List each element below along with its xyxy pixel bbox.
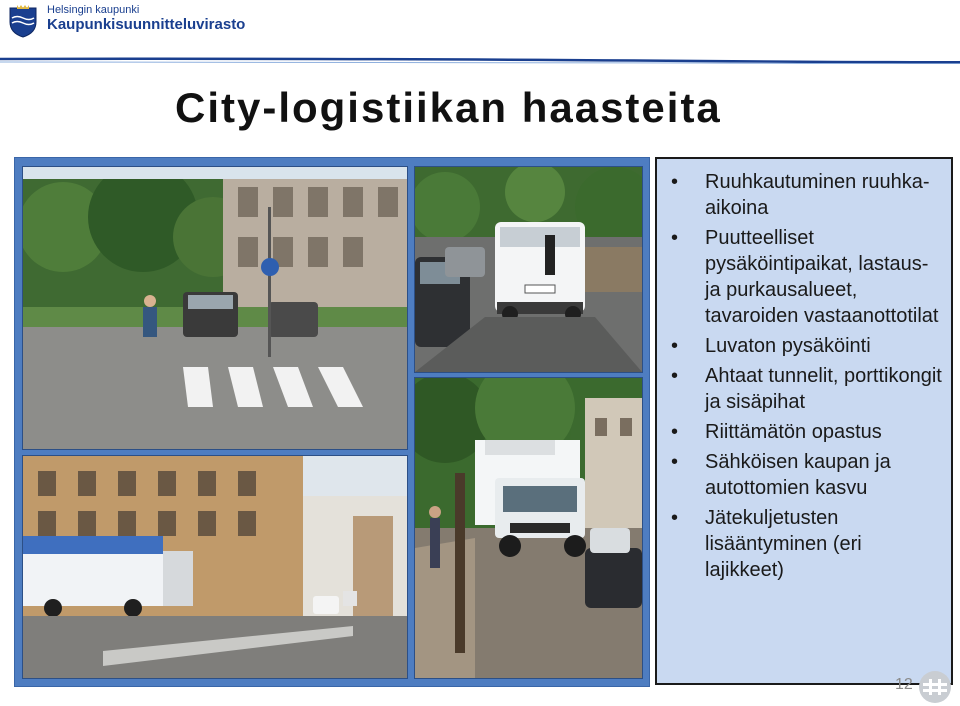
list-item	[667, 333, 945, 359]
page-number: 12	[895, 676, 913, 693]
truck-on-sidewalk-photo	[414, 377, 643, 679]
org-name-large: Kaupunkisuunnitteluvirasto	[47, 16, 246, 33]
list-item	[667, 505, 945, 583]
corner-street-truck-photo	[22, 455, 408, 679]
bullet-icon: •	[671, 421, 679, 443]
slide-title: City-logistiikan haasteita	[175, 84, 722, 131]
list-item-text: Sähköisen kaupan ja autottomien kasvu	[705, 451, 891, 499]
bullet-icon: •	[671, 507, 679, 529]
list-item	[667, 449, 945, 501]
list-item-text: Ahtaat tunnelit, porttikongit ja sisäpihat	[705, 365, 942, 413]
challenges-text-panel	[655, 157, 953, 685]
bullet-icon: •	[671, 335, 679, 357]
corner-logo-icon	[914, 670, 956, 704]
list-item	[667, 363, 945, 415]
list-item	[667, 419, 945, 445]
list-item-text: Riittämätön opastus	[705, 421, 882, 443]
bullet-icon: •	[671, 171, 679, 193]
bullet-icon: •	[671, 365, 679, 387]
street-crossing-photo	[22, 166, 408, 450]
bullet-icon: •	[671, 227, 679, 249]
list-item	[667, 169, 945, 221]
header-swoosh-line	[0, 56, 960, 64]
challenges-list	[657, 159, 951, 583]
list-item-text: Luvaton pysäköinti	[705, 335, 871, 357]
helsinki-crest-icon	[8, 4, 38, 38]
list-item-text: Puutteelliset pysäköintipaikat, lastaus- ja purkausalueet, tavaroiden vastaanottotilat	[705, 227, 939, 327]
parked-van-photo	[414, 166, 643, 373]
list-item-text: Ruuhkautuminen ruuhka-aikoina	[705, 171, 930, 219]
list-item	[667, 225, 945, 329]
list-item-text: Jätekuljetusten lisääntyminen (eri lajikkeet)	[705, 507, 862, 581]
bullet-icon: •	[671, 451, 679, 473]
photo-collage	[14, 157, 650, 687]
org-name-small: Helsingin kaupunki	[47, 4, 140, 16]
slide-header	[0, 0, 960, 70]
